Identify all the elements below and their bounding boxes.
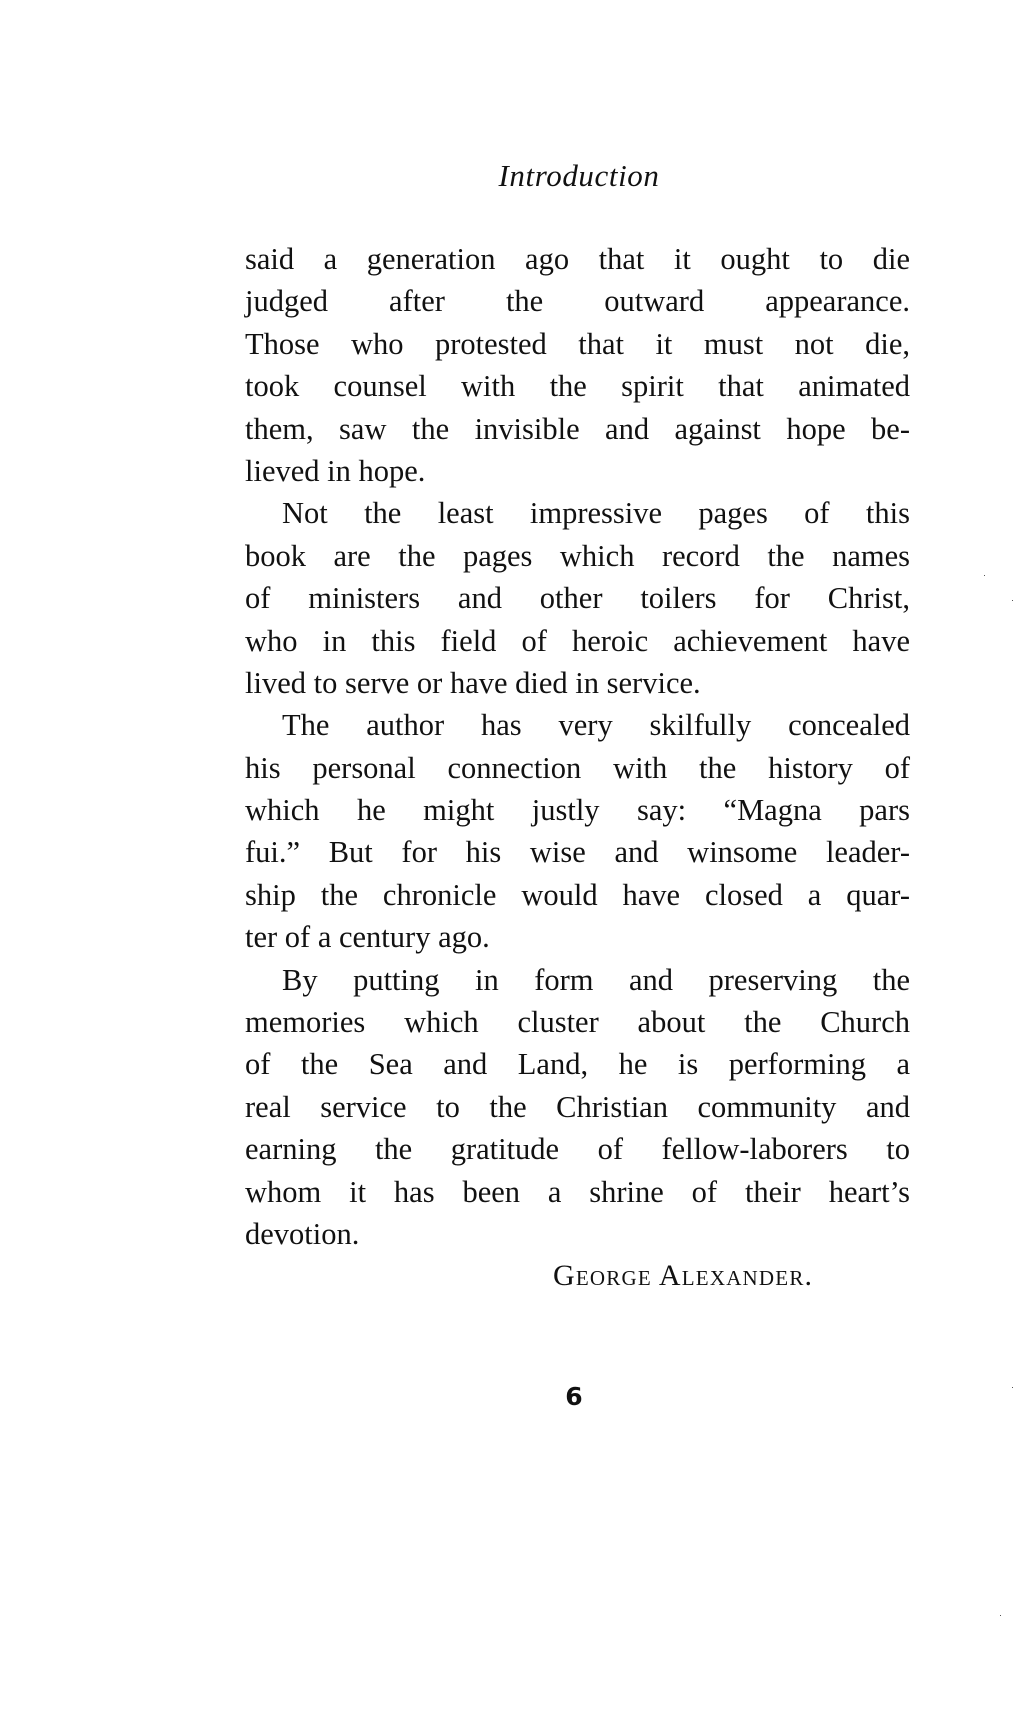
paragraph-2	[245, 492, 910, 704]
text-line: of ministers and other toilers for Christ,	[245, 581, 910, 616]
text-line: ter of a century ago.	[245, 920, 490, 955]
text-line: book are the pages which record the names	[245, 538, 910, 573]
text-line: took counsel with the spirit that animated	[245, 369, 910, 404]
text-line: said a generation ago that it ought to die	[245, 242, 910, 276]
text-line: them, saw the invisible and against hope be-	[245, 411, 910, 446]
page-number: 6	[565, 1382, 583, 1411]
paragraph-4	[245, 959, 910, 1256]
text-line: fui.” But for his wise and winsome leader-	[245, 835, 910, 870]
text-line: By putting in form and preserving the	[282, 962, 910, 997]
scan-speck	[984, 575, 985, 576]
text-line: earning the gratitude of fellow-laborers to	[245, 1132, 910, 1167]
text-line: The author has very skilfully concealed	[282, 708, 910, 743]
paragraph-1	[245, 238, 910, 492]
text-line: lieved in hope.	[245, 453, 426, 488]
scan-speck	[1000, 1615, 1001, 1616]
text-line: ship the chronicle would have closed a quar-	[245, 877, 910, 912]
text-line: real service to the Christian community and	[245, 1089, 910, 1124]
text-line: lived to serve or have died in service.	[245, 665, 701, 700]
text-line: devotion.	[245, 1216, 360, 1251]
text-line: his personal connection with the history of	[245, 750, 910, 785]
text-line: Those who protested that it must not die,	[245, 326, 910, 361]
author-signature: George Alexander.	[553, 1259, 814, 1292]
scan-speck	[1012, 1387, 1013, 1388]
text-line: memories which cluster about the Church	[245, 1005, 910, 1040]
text-line: who in this field of heroic achievement have	[245, 623, 910, 658]
text-line: judged after the outward appearance.	[245, 284, 910, 319]
body-text	[245, 238, 910, 1255]
text-line: which he might justly say: “Magna pars	[245, 793, 910, 828]
scan-speck	[1012, 600, 1013, 601]
text-line: whom it has been a shrine of their heart’s	[245, 1174, 910, 1209]
text-line: Not the least impressive pages of this	[282, 496, 910, 531]
running-head-title: Introduction	[498, 158, 660, 193]
text-line: of the Sea and Land, he is performing a	[245, 1047, 910, 1082]
paragraph-3	[245, 704, 910, 958]
